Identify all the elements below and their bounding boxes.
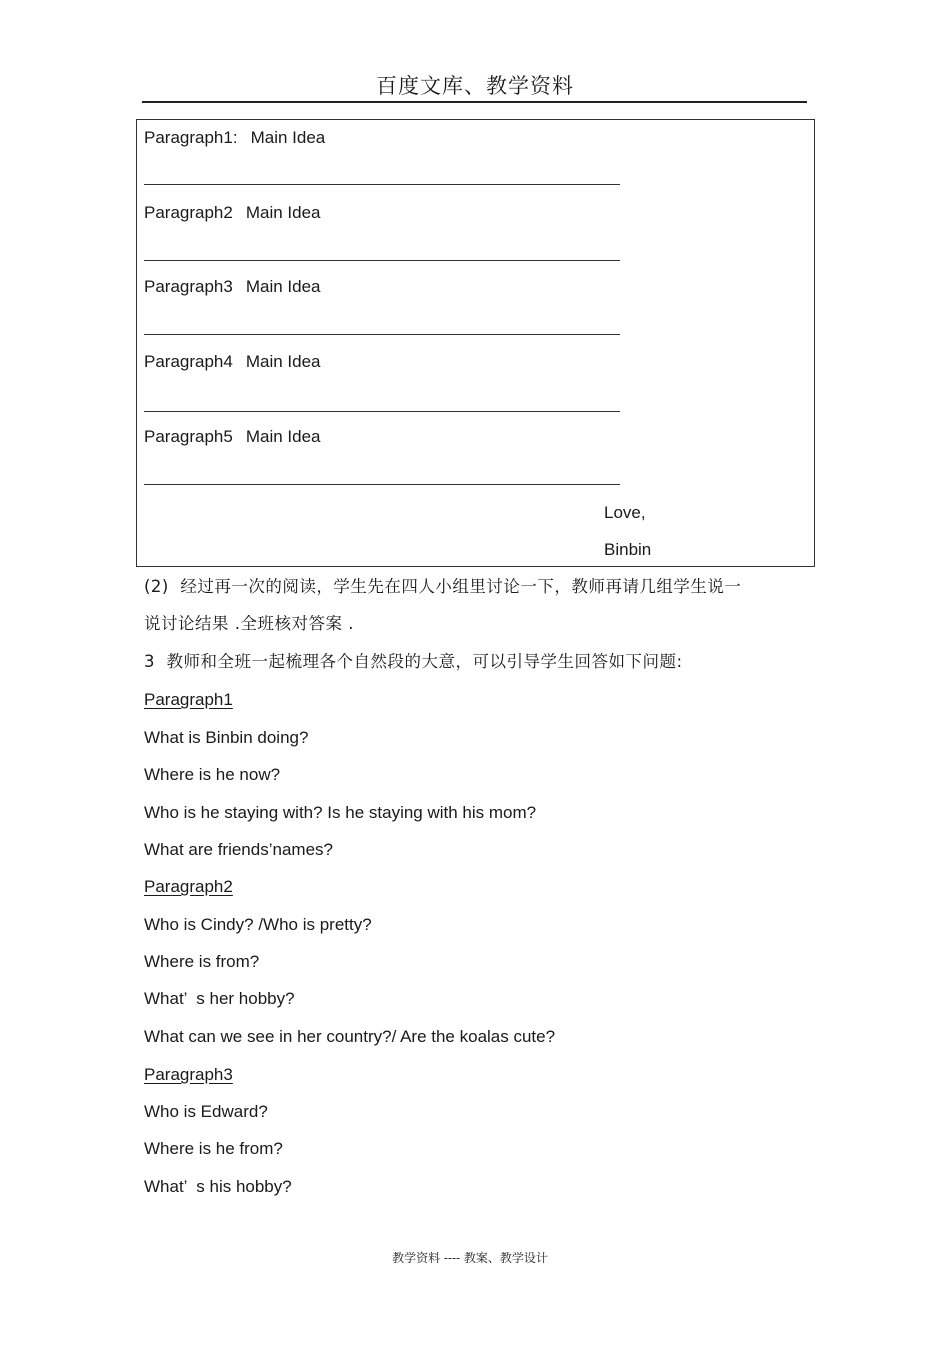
page-footer: 教学资料 ---- 教案、教学设计 (392, 1251, 548, 1265)
table-row (144, 203, 321, 223)
paragraph-label: Paragraph3 (144, 277, 233, 296)
question-line: What’ s his hobby? (144, 1177, 292, 1196)
table-row (144, 277, 321, 297)
answer-blank-line (144, 260, 620, 261)
table-row (144, 352, 321, 372)
question-line: What can we see in her country?/ Are the koalas cute? (144, 1027, 556, 1046)
answer-blank-line (144, 334, 620, 335)
question-line: Who is Edward? (144, 1102, 268, 1121)
table-row (144, 128, 325, 148)
question-line: What are friends’names? (144, 840, 333, 859)
paragraph-label: Paragraph2 (144, 203, 233, 222)
question-line: What’ s her hobby? (144, 989, 295, 1008)
answer-blank-line (144, 184, 620, 185)
main-idea-label: Main Idea (245, 203, 321, 222)
section-heading-paragraph3: Paragraph3 (144, 1065, 233, 1084)
question-line: What is Binbin doing? (144, 728, 309, 747)
paragraph-label: Paragraph5 (144, 427, 233, 446)
paragraph-label: Paragraph1: (144, 128, 238, 147)
question-line: Who is Cindy? /Who is pretty? (144, 915, 372, 934)
question-line: Who is he staying with? Is he staying with his mom? (144, 803, 537, 822)
page-header-title: 百度文库、教学资料 (376, 74, 574, 98)
letter-closing: Love, (604, 503, 646, 522)
answer-blank-line (144, 484, 620, 485)
question-line: Where is from? (144, 952, 260, 971)
main-idea-label: Main Idea (245, 277, 321, 296)
section-heading-paragraph1: Paragraph1 (144, 690, 233, 709)
letter-signature: Binbin (604, 540, 652, 559)
main-idea-label: Main Idea (250, 128, 326, 147)
question-line: Where is he from? (144, 1139, 283, 1158)
step2-instruction-line2: 说讨论结果 .全班核对答案 . (144, 614, 354, 633)
step3-instruction: 3 教师和全班一起梳理各个自然段的大意，可以引导学生回答如下问题: (144, 652, 683, 671)
paragraph-label: Paragraph4 (144, 352, 233, 371)
main-idea-table (136, 119, 815, 567)
main-idea-label: Main Idea (245, 352, 321, 371)
answer-blank-line (144, 411, 620, 412)
header-divider (142, 101, 807, 103)
question-line: Where is he now? (144, 765, 281, 784)
step2-instruction-line1: (2) 经过再一次的阅读，学生先在四人小组里讨论一下，教师再请几组学生说一 (144, 577, 742, 596)
main-idea-label: Main Idea (245, 427, 321, 446)
section-heading-paragraph2: Paragraph2 (144, 877, 233, 896)
table-row (144, 427, 321, 447)
